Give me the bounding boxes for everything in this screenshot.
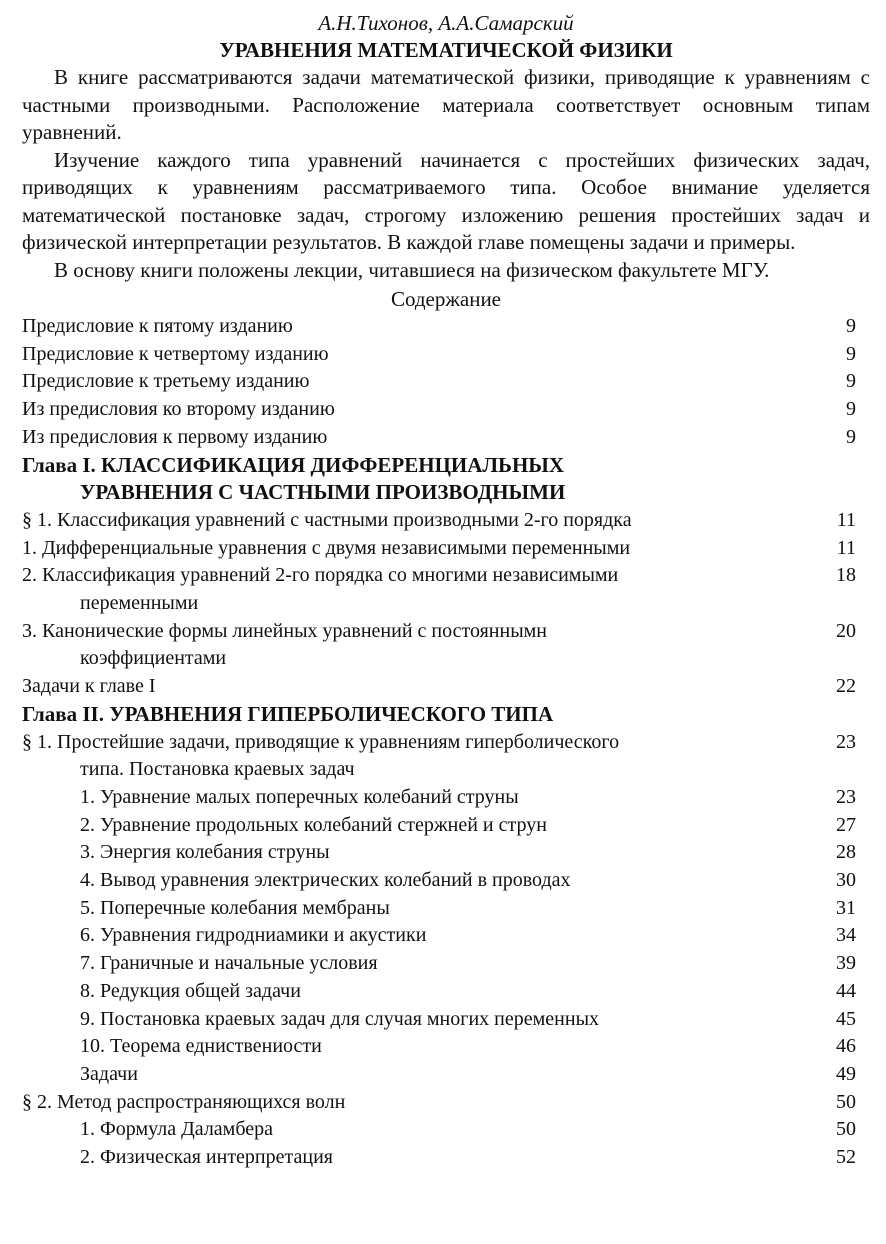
toc-entry-ch2-s1-item-9 [22,1006,870,1034]
toc-entry-page: 20 [836,619,856,642]
toc-entry-title: 9. Постановка краевых задач для случая многих переменных [80,1007,600,1030]
toc-entry-title: 1. Формула Даламбера [80,1118,274,1141]
toc-entry-title: 4. Вывод уравнения электрических колебаний в проводах [80,869,571,892]
toc-entry-ch2-s1-item-6 [22,922,870,950]
toc-entry-page: 23 [836,785,856,808]
toc-entry-title: 6. Уравнения гидродниамики и акустики [80,924,427,947]
toc-entry-ch2-s1-item-4 [22,867,870,895]
toc-entry-title: Из предисловия ко второму изданию [22,398,335,421]
toc-entry-title: 3. Энергия колебания струны [80,841,330,864]
toc-entry-page: 34 [836,924,856,947]
toc-entry-ch1-problems [22,673,870,701]
toc-entry-page: 9 [846,315,856,337]
toc-entry-ch1-item-1 [22,535,870,563]
toc-entry-ch2-s1-item-10 [22,1033,870,1061]
toc-entry-preface-3 [22,368,870,396]
toc-entry-page: 28 [836,841,856,864]
toc-entry-ch1-item-3 [22,618,870,673]
toc-entry-title: 8. Редукция общей задачи [80,979,301,1002]
toc-entry-page: 11 [836,536,856,559]
toc-entry-page: 22 [836,675,856,698]
toc-entry-ch2-s2-item-2 [22,1144,870,1172]
toc-entry-ch2-s1-item-3 [22,839,870,867]
toc-entry-ch2-s1-item-8 [22,978,870,1006]
toc-entry-ch2-s1-item-7 [22,950,870,978]
toc-entry-title: § 1. Простейшие задачи, приводящие к уравнениям гиперболического [22,730,620,753]
toc-entry-title: 1. Уравнение малых поперечных колебаний струны [80,785,519,808]
toc-entry-page: 27 [836,813,856,836]
toc-entry-title-continued: переменными [80,592,199,615]
toc-entry-title: Задачи [80,1062,138,1085]
toc-entry-preface-4 [22,341,870,369]
toc-entry-title: Предисловие к четвертому изданию [22,342,329,365]
abstract [22,64,870,284]
toc-entry-page: 52 [836,1146,856,1169]
toc-entry-page: 31 [836,896,856,919]
abstract-paragraph-3: В основу книги положены лекции, читавшиеся на физическом факультете МГУ. [54,257,770,282]
toc-entry-page: 23 [836,730,856,753]
toc-entry-ch2-s1-problems [22,1061,870,1089]
toc-entry-ch2-s1-item-1 [22,784,870,812]
toc-entry-page: 18 [836,564,856,587]
toc-entry-ch2-s2-item-1 [22,1116,870,1144]
toc-entry-page: 50 [836,1090,856,1113]
toc-entry-title: 1. Дифференциальные уравнения с двумя независимыми переменными [22,536,631,559]
toc-entry-title: 5. Поперечные колебания мембраны [80,896,390,919]
toc-entry-title-continued: коэффициентами [80,647,227,670]
toc-entry-ch1-section-1 [22,507,870,535]
toc-entry-page: 49 [836,1062,856,1085]
toc-entry-page: 9 [846,398,856,421]
abstract-paragraph-2: Изучение каждого типа уравнений начинается с простейших физических задач, приводящих к уравнениям рассматриваемого типа. Особое внимание уделяется математической постановке задач, строгому изложению решения простейших задач и физической интерпретации результатов. В каждой главе помещены задачи и примеры. [22,147,870,254]
toc-entry-page: 9 [846,342,856,365]
toc-entry-page: 9 [846,370,856,393]
toc-entry-title: Предисловие к пятому изданию [22,315,293,337]
toc-entry-page: 9 [846,425,856,448]
toc-entry-title-continued: типа. Постановка краевых задач [80,758,355,781]
document-page [22,10,870,1172]
toc-entry-ch2-section-2 [22,1089,870,1117]
toc-entry-title: 3. Канонические формы линейных уравнений с постояннымн [22,619,547,642]
toc-entry-page: 46 [836,1035,856,1058]
toc-entry-title: Предисловие к третьему изданию [22,370,310,393]
chapter-title-line-1: Глава II. УРАВНЕНИЯ ГИПЕРБОЛИЧЕСКОГО ТИПА [22,701,554,726]
toc-entry-preface-5 [22,313,870,341]
toc-entry-page: 39 [836,952,856,975]
authors: А.Н.Тихонов, А.А.Самарский [318,11,574,35]
toc-entry-title: 10. Теорема едниствениости [80,1035,322,1058]
toc-entry-title: 2. Физическая интерпретация [80,1146,333,1169]
toc-entry-title: 2. Классификация уравнений 2-го порядка со многими независимыми [22,564,619,587]
toc-entry-title: 2. Уравнение продольных колебаний стержней и струн [80,813,547,836]
book-title: УРАВНЕНИЯ МАТЕМАТИЧЕСКОЙ ФИЗИКИ [219,38,673,62]
toc-entry-page: 45 [836,1007,856,1030]
toc-entry-ch1-item-2 [22,562,870,617]
toc-entry-title: 7. Граничные и начальные условия [80,952,378,975]
chapter-title-line-1: Глава I. КЛАССИФИКАЦИЯ ДИФФЕРЕНЦИАЛЬНЫХ [22,452,565,477]
toc-entry-preface-1 [22,424,870,452]
toc-entry-title: § 1. Классификация уравнений с частными производными 2-го порядка [22,508,632,531]
toc-entry-preface-2 [22,396,870,424]
toc-entry-page: 44 [836,979,856,1002]
table-of-contents [22,313,870,1172]
toc-heading: Содержание [390,287,502,311]
toc-entry-page: 11 [836,508,856,531]
toc-entry-title: Задачи к главе I [22,675,156,698]
toc-entry-ch2-s1-item-2 [22,812,870,840]
chapter-title-line-2: УРАВНЕНИЯ С ЧАСТНЫМИ ПРОИЗВОДНЫМИ [80,480,566,505]
toc-entry-page: 50 [836,1118,856,1141]
toc-chapter-1-heading [22,452,870,507]
toc-entry-title: § 2. Метод распространяющихся волн [22,1090,346,1113]
abstract-paragraph-1: В книге рассматриваются задачи математической физики, приводящие к уравнениям с частными производными. Расположение материала соответствует основным типам уравнений. [22,65,870,144]
toc-entry-ch2-s1-item-5 [22,895,870,923]
toc-entry-page: 30 [836,869,856,892]
toc-entry-ch2-section-1 [22,729,870,784]
toc-entry-title: Из предисловия к первому изданию [22,425,328,448]
toc-chapter-2-heading [22,701,870,729]
